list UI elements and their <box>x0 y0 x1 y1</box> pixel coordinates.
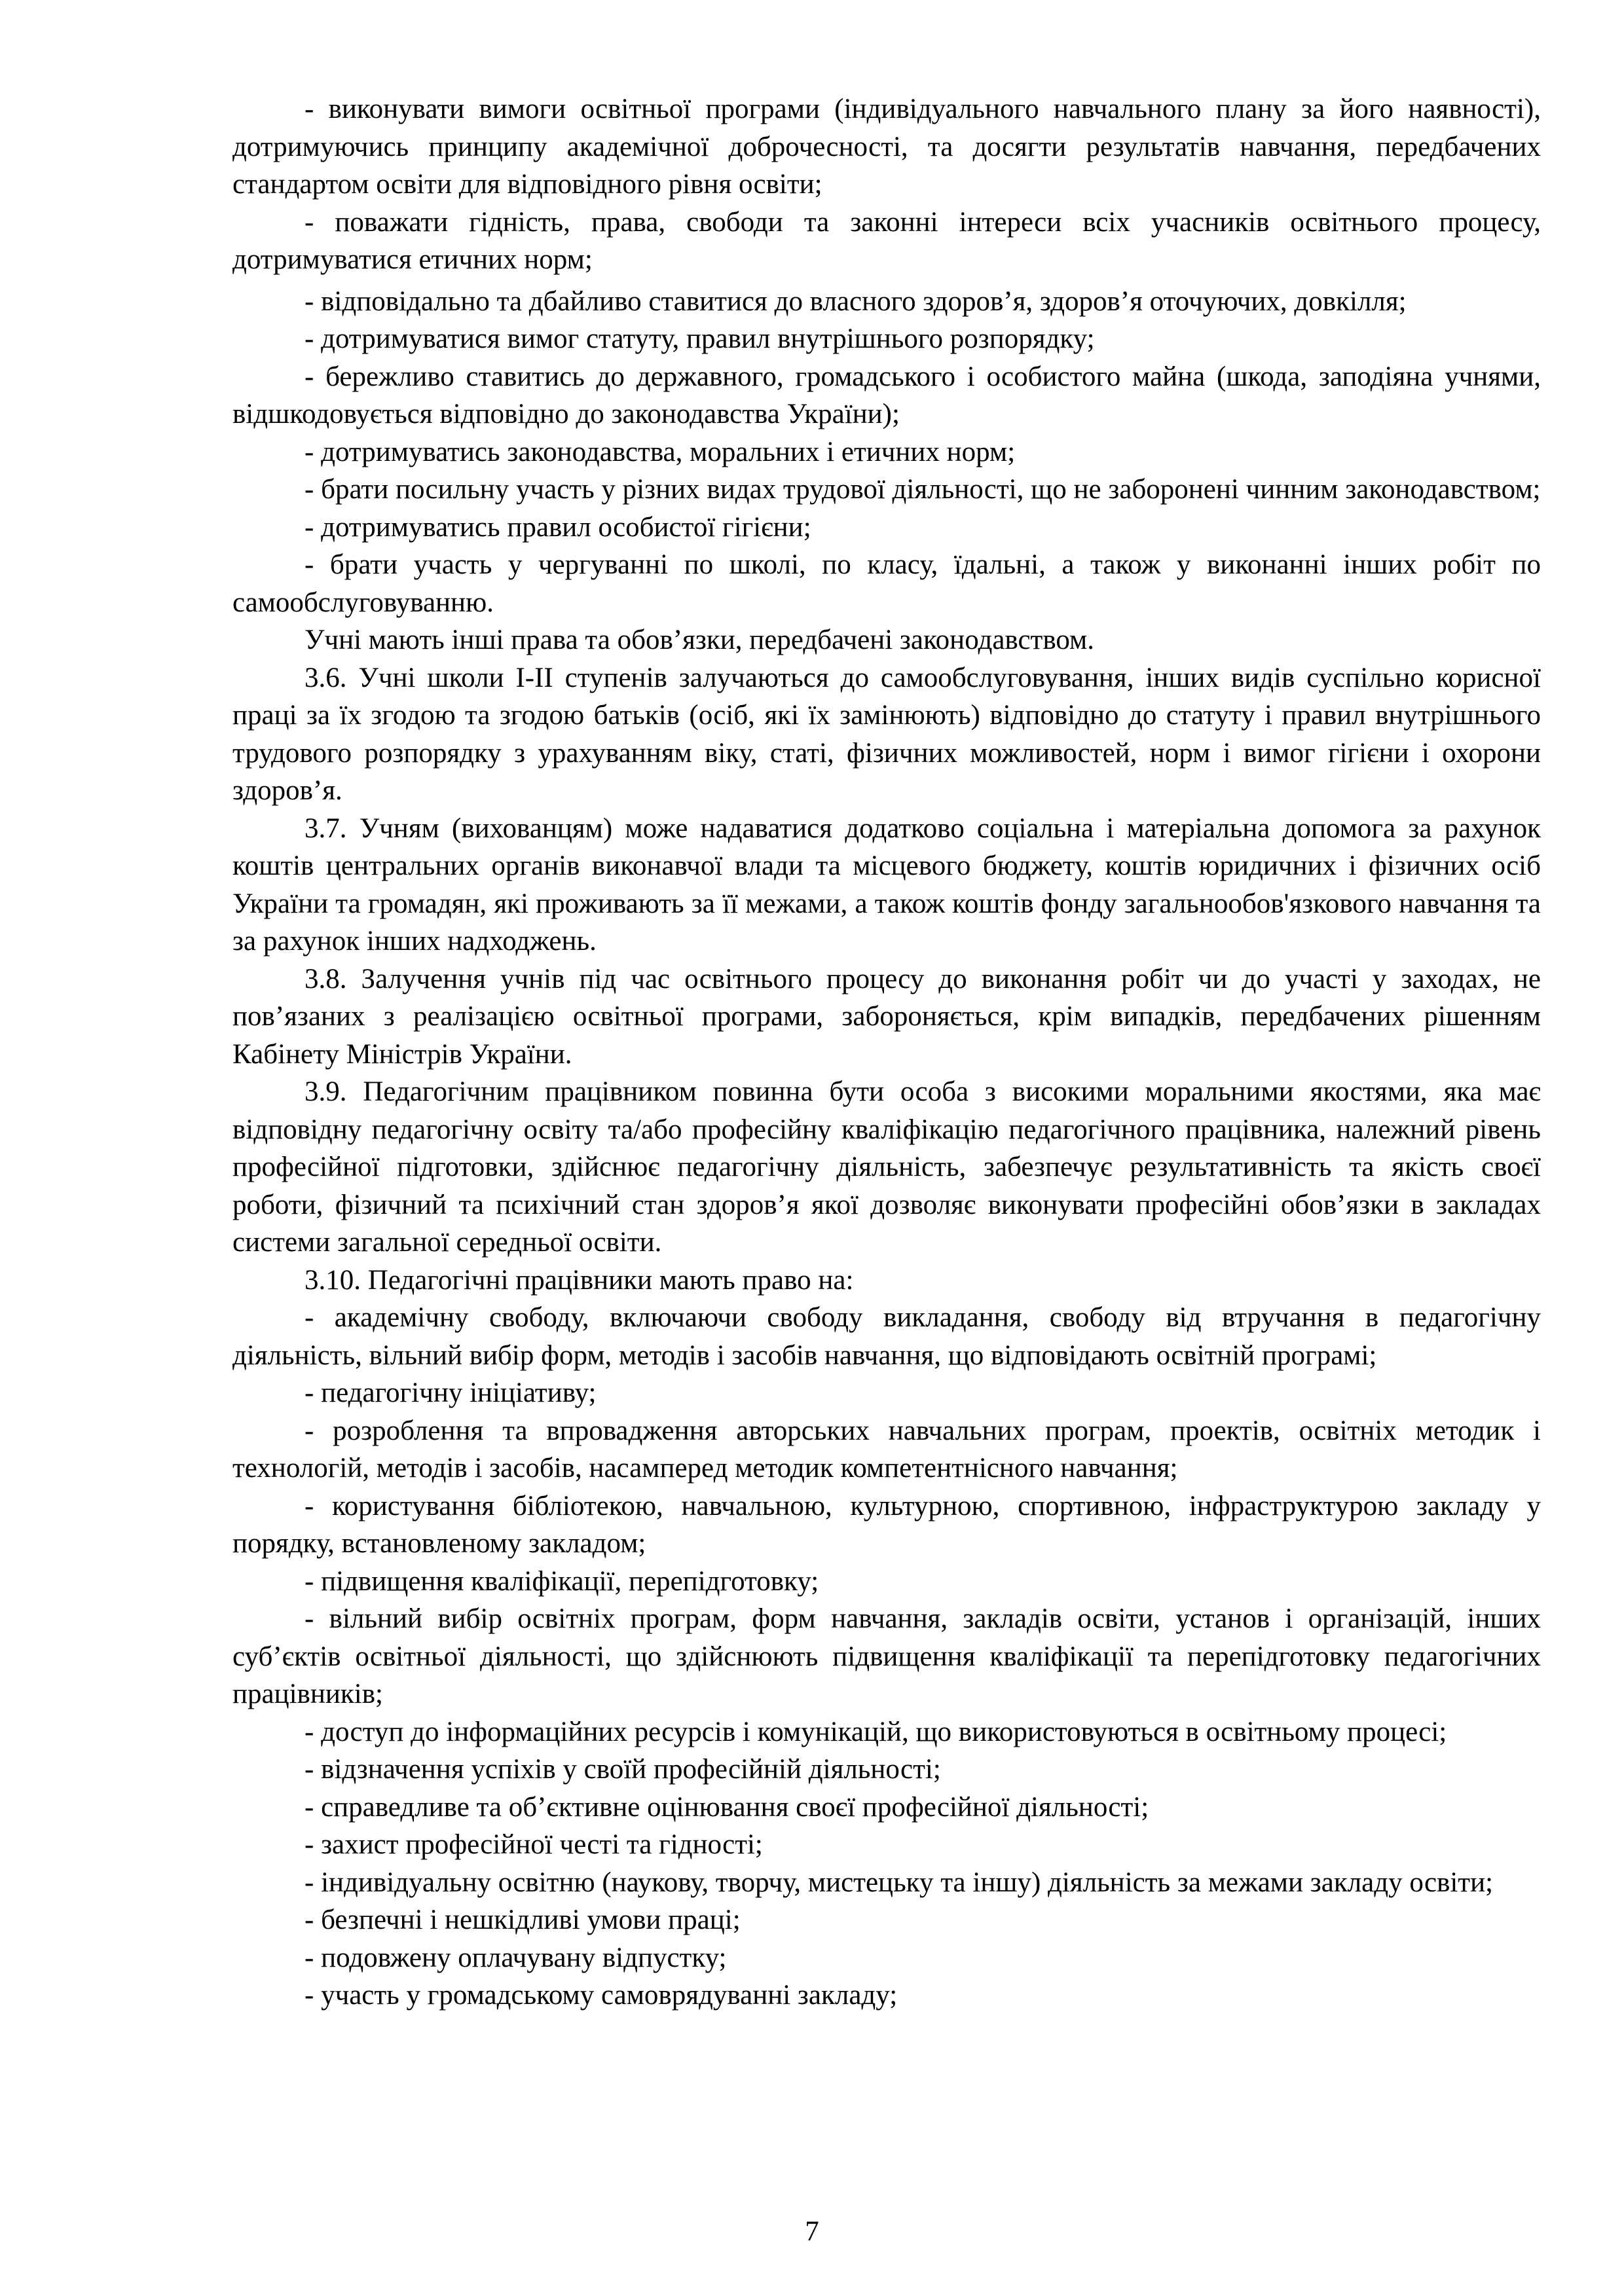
paragraph: - участь у громадському самоврядуванні закладу; <box>304 1980 898 2011</box>
paragraph: - безпечні і нешкідливі умови праці; <box>304 1904 741 1935</box>
paragraph: 3.6. Учні школи І-ІІ ступенів залучаються до самообслуговування, інших видів суспільно корисної праці за їх згодою та згодою батьків (осіб, які їх замінюють) відповідно до статуту і правил внутрішнього трудового розпорядку з урахуванням віку, статі, фізичних можливостей, норм і вимог гігієни і охорони здоров’я. <box>232 662 1541 806</box>
paragraph: - доступ до інформаційних ресурсів і комунікацій, що використовуються в освітньому процесі; <box>304 1716 1447 1747</box>
page-number: 7 <box>805 2216 819 2247</box>
paragraph: - поважати гідність, права, свободи та законні інтереси всіх учасників освітнього процесу, дотримуватися етичних норм; <box>232 206 1541 275</box>
paragraph: - брати участь у чергуванні по школі, по класу, їдальні, а також у виконанні інших робіт по самообслуговуванню. <box>232 549 1541 618</box>
paragraph: - бережливо ставитись до державного, громадського і особистого майна (шкода, заподіяна учнями, відшкодовується відповідно до законодавства України); <box>232 361 1541 429</box>
paragraph: Учні мають інші права та обов’язки, передбачені законодавством. <box>304 625 1094 655</box>
paragraph: - користування бібліотекою, навчальною, культурною, спортивною, інфраструктурою закладу у порядку, встановленому закладом; <box>232 1490 1541 1559</box>
paragraph: - вільний вибір освітніх програм, форм навчання, закладів освіти, установ і організацій, інших суб’єктів освітньої діяльності, що здійснюють підвищення кваліфікації та перепідготовку педагогічних працівників; <box>232 1603 1541 1709</box>
paragraph: - дотримуватись правил особистої гігієни; <box>304 511 811 543</box>
paragraph: 3.10. Педагогічні працівники мають право на: <box>304 1264 854 1296</box>
paragraph: - розроблення та впровадження авторських навчальних програм, проектів, освітніх методик і технологій, методів і засобів, насамперед методик компетентнісного навчання; <box>232 1415 1541 1484</box>
paragraph: - індивідуальну освітню (наукову, творчу, мистецьку та іншу) діяльність за межами закладу освіти; <box>304 1867 1494 1898</box>
paragraph: - академічну свободу, включаючи свободу викладання, свободу від втручання в педагогічну діяльність, вільний вибір форм, методів і засобів навчання, що відповідають освітній програмі; <box>232 1302 1541 1371</box>
paragraph: - відповідально та дбайливо ставитися до власного здоров’я, здоров’я оточуючих, довкілля; <box>304 285 1407 317</box>
paragraph: 3.8. Залучення учнів під час освітнього процесу до виконання робіт чи до участі у заходах, не пов’язаних з реалізацією освітньої програми, забороняється, крім випадків, передбачених рішенням Кабінету Міністрів України. <box>232 963 1541 1070</box>
paragraph: - підвищення кваліфікації, перепідготовку; <box>304 1565 819 1597</box>
paragraph: - дотримуватися вимог статуту, правил внутрішнього розпорядку; <box>304 323 1095 354</box>
document-page <box>232 90 1541 2014</box>
paragraph: - дотримуватись законодавства, моральних і етичних норм; <box>304 436 1016 467</box>
paragraph: - педагогічну ініціативу; <box>304 1377 597 1408</box>
paragraph: - виконувати вимоги освітньої програми (індивідуального навчального плану за його наявності), дотримуючись принципу академічної доброчесності, та досягти результатів навчання, передбачених стандартом освіти для відповідного рівня освіти; <box>232 94 1541 200</box>
paragraph: - подовжену оплачувану відпустку; <box>304 1942 727 1973</box>
paragraph: - захист професійної честі та гідності; <box>304 1829 763 1860</box>
paragraph: - відзначення успіхів у своїй професійній діяльності; <box>304 1754 941 1785</box>
paragraph: 3.7. Учням (вихованцям) може надаватися додатково соціальна і матеріальна допомога за рахунок коштів центральних органів виконавчої влади та місцевого бюджету, коштів юридичних і фізичних осіб України та громадян, які проживають за її межами, а також коштів фонду загальнообов'язкового навчання та за рахунок інших надходжень. <box>232 812 1541 957</box>
paragraph: - справедливе та об’єктивне оцінювання своєї професійної діяльності; <box>304 1791 1149 1823</box>
paragraph: 3.9. Педагогічним працівником повинна бути особа з високими моральними якостями, яка має відповідну педагогічну освіту та/або професійну кваліфікацію педагогічного працівника, належний рівень професійної підготовки, здійснює педагогічну діяльність, забезпечує результативність та якість своєї роботи, фізичний та психічний стан здоров’я якої дозволяє виконувати професійні обов’язки в закладах системи загальної середньої освіти. <box>232 1076 1541 1258</box>
paragraph: - брати посильну участь у різних видах трудової діяльності, що не заборонені чинним законодавством; <box>304 474 1541 505</box>
